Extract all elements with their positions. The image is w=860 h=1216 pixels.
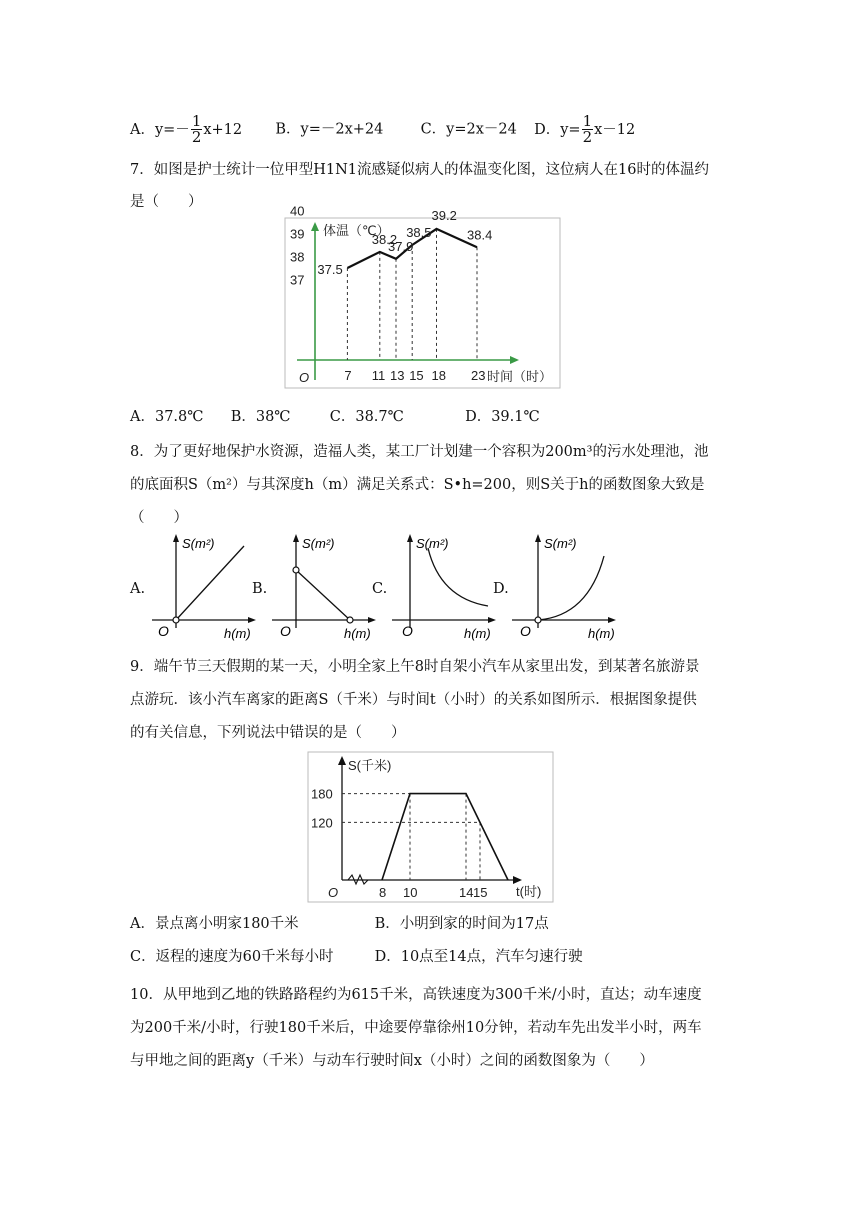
q8-option-c-label: C. <box>372 581 388 597</box>
q7-option-c: C．38.7℃ <box>329 409 404 425</box>
q6-option-c: C．y=2x－24 <box>420 121 517 138</box>
data-label: 39.2 <box>431 207 457 223</box>
q9-option-a: A．景点离小明家180千米 <box>130 916 299 932</box>
q9-options-row2 <box>130 945 583 966</box>
q6-option-d: D．y= $\frac{1}{2}$ x－12 <box>534 112 636 146</box>
q8-option-a-label: A. <box>130 581 146 597</box>
q9-option-b: B．小明到家的时间为17点 <box>374 916 549 932</box>
q8-option-b-label: B. <box>252 581 268 597</box>
data-label: 38.2 <box>371 231 398 247</box>
q9-option-c: C．返程的速度为60千米每小时 <box>130 949 334 965</box>
x-tick-label: 10 <box>403 885 418 900</box>
origin-label: O <box>299 370 310 385</box>
y-tick-label: 39 <box>290 226 305 242</box>
fraction: $\frac{1}{2}$ <box>582 112 593 146</box>
q9-text-line3: 的有关信息，下列说法中错误的是（ ） <box>130 725 406 741</box>
q7-option-d: D．39.1℃ <box>465 409 540 425</box>
q8-text-line1: 8．为了更好地保护水资源，造福人类，某工厂计划建一个容积为200m³的污水处理池，池 <box>130 444 709 460</box>
q10-text-line1: 10．从甲地到乙地的铁路路程约为615千米，高铁速度为300千米/小时，直达；动车速度 <box>130 987 702 1003</box>
x-tick-label: 14 <box>459 885 474 900</box>
q9-options-row1 <box>130 912 549 933</box>
q10-text-line3: 与甲地之间的距离y（千米）与动车行驶时间x（小时）之间的函数图象为（ ） <box>130 1053 654 1069</box>
x-tick-label: 15 <box>409 368 424 383</box>
y-axis-label: 体温（℃） <box>323 223 390 238</box>
x-axis-label: h(m) <box>224 626 251 641</box>
y-axis-label: S(m²) <box>182 536 215 551</box>
y-axis-label: S(m²) <box>544 536 577 551</box>
y-axis-label: S(千米) <box>348 758 392 773</box>
origin-label: O <box>158 623 169 639</box>
y-axis-label: S(m²) <box>416 536 449 551</box>
y-axis-label: S(m²) <box>302 536 335 551</box>
q9-option-d: D．10点至14点，汽车匀速行驶 <box>374 949 583 965</box>
data-label: 37.5 <box>317 262 343 277</box>
q6-option-a: A．y=－ $\frac{1}{2}$ x+12 <box>130 112 243 146</box>
x-axis-label: h(m) <box>344 626 371 641</box>
q10-text-line2: 为200千米/小时，行驶180千米后，中途要停靠徐州10分钟，若动车先出发半小时，两车 <box>130 1020 702 1036</box>
x-tick-label: 15 <box>473 885 488 900</box>
q8-text-line3: （ ） <box>130 510 188 526</box>
x-tick-label: 23 <box>471 368 486 383</box>
q8-graph-d <box>508 532 618 644</box>
origin-label: O <box>328 885 339 900</box>
origin-label: O <box>520 623 531 639</box>
q8-graph-a <box>148 532 258 644</box>
q7-temperature-chart <box>285 203 560 388</box>
q9-text-line1: 9．端午节三天假期的某一天，小明全家上午8时自架小汽车从家里出发，到某著名旅游景 <box>130 659 700 675</box>
y-tick-label: 180 <box>311 786 333 802</box>
origin-label: O <box>280 623 291 639</box>
q8-graph-b <box>268 532 378 644</box>
q8-text-line2: 的底面积S（m²）与其深度h（m）满足关系式：S•h=200，则S关于h的函数图象大致是 <box>130 477 705 493</box>
fraction: $\frac{1}{2}$ <box>191 112 202 146</box>
x-tick-label: 8 <box>379 885 387 900</box>
q7-option-a: A．37.8℃ <box>130 409 204 425</box>
y-tick-label: 38 <box>290 249 305 265</box>
data-label: 38.5 <box>406 225 432 240</box>
x-axis-label: h(m) <box>588 626 615 641</box>
x-tick-label: 7 <box>344 368 352 383</box>
x-axis-label: h(m) <box>464 626 491 641</box>
x-axis-label: 时间（时） <box>487 369 553 384</box>
q7-option-b: B．38℃ <box>230 409 291 425</box>
x-axis-label: t(时) <box>516 884 542 899</box>
y-tick-label: 40 <box>290 203 305 219</box>
data-label: 38.4 <box>467 227 493 243</box>
y-tick-label: 120 <box>311 815 333 831</box>
q6-options <box>130 114 635 145</box>
y-tick-label: 37 <box>290 272 305 288</box>
origin-label: O <box>402 623 413 639</box>
q8-option-d-label: D. <box>493 581 509 597</box>
x-tick-label: 13 <box>390 368 405 383</box>
q9-text-line2: 点游玩．该小汽车离家的距离S（千米）与时间t（小时）的关系如图所示．根据图象提供 <box>130 692 697 708</box>
data-label: 37.9 <box>388 238 414 254</box>
q9-distance-chart <box>308 752 553 902</box>
q8-graph-c <box>388 532 498 644</box>
x-tick-label: 18 <box>431 368 446 383</box>
q6-option-b: B．y=－2x+24 <box>275 121 384 138</box>
q7-text-line2: 是（ ） <box>130 194 203 210</box>
chart-border <box>285 218 560 388</box>
x-tick-label: 11 <box>371 368 386 383</box>
q7-options <box>130 405 540 426</box>
q7-text-line1: 7．如图是护士统计一位甲型H1N1流感疑似病人的体温变化图，这位病人在16时的体温约 <box>130 162 709 178</box>
